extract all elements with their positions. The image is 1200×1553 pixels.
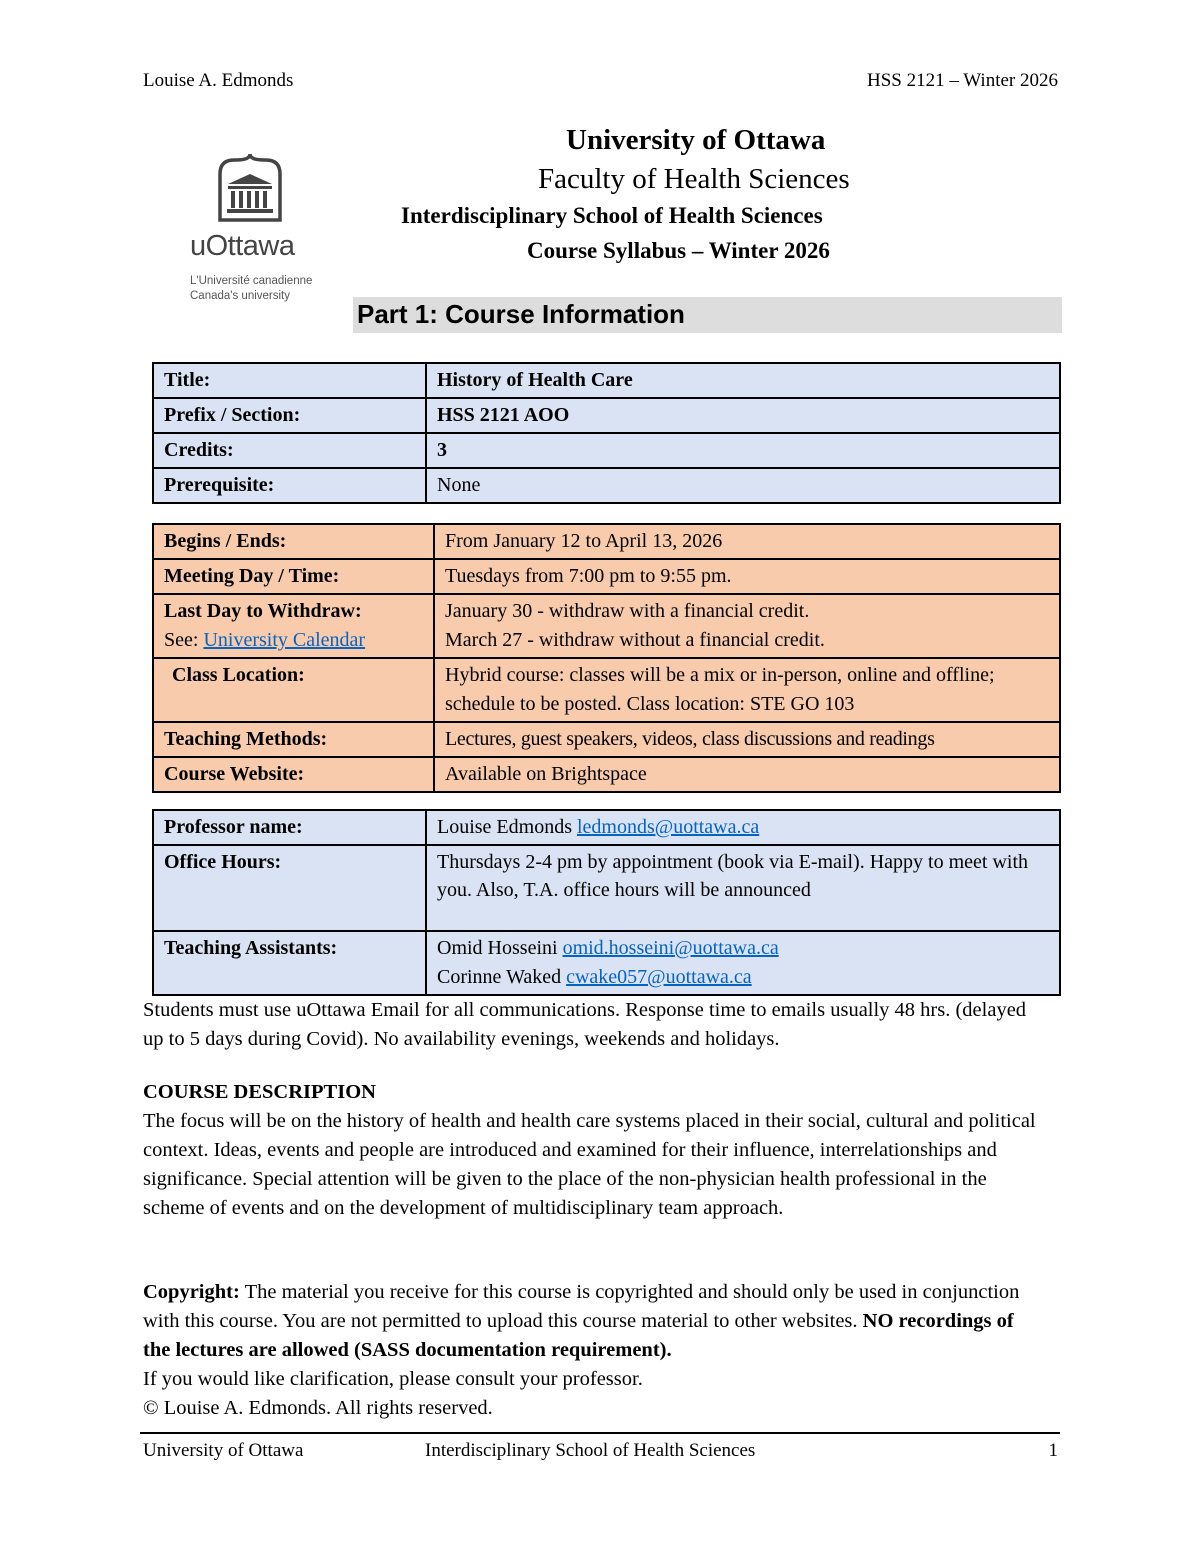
withdraw-date-2: March 27 - withdraw without a financial credit. <box>445 629 825 651</box>
withdraw-see-text: See: <box>164 629 204 651</box>
table-row <box>153 722 1060 757</box>
university-title: University of Ottawa <box>566 124 826 156</box>
ta-2 <box>437 963 1050 992</box>
table-row <box>153 363 1060 398</box>
part-heading <box>353 297 1062 333</box>
ta-1 <box>437 934 1050 963</box>
withdraw-label: Last Day to Withdraw: <box>164 600 362 622</box>
description-heading: COURSE DESCRIPTION <box>143 1081 376 1103</box>
logo-tagline <box>190 274 312 304</box>
prerequisite-value: None <box>426 468 1060 503</box>
withdraw-value <box>434 594 1060 658</box>
schedule-table <box>152 523 1061 793</box>
withdraw-see <box>164 626 424 655</box>
email-note: Students must use uOttawa Email for all communications. Response time to emails usually 48 hrs. (delayed up to 5 days during Covid). No availability evenings, weekends and holidays. <box>143 999 1027 1050</box>
copyright-text: The material you receive for this course is copyrighted and should only be used in conjunction with this course. You are not permitted to upload this course material to other websites. <box>143 1281 1020 1332</box>
contact-table <box>152 809 1061 996</box>
table-row <box>153 524 1060 559</box>
header-course: HSS 2121 – Winter 2026 <box>866 70 1058 91</box>
meeting-label: Meeting Day / Time: <box>153 559 434 594</box>
table-row <box>153 433 1060 468</box>
withdraw-date-1: January 30 - withdraw with a financial credit. <box>445 600 810 622</box>
description-text: The focus will be on the history of health and health care systems placed in their social, cultural and political context. Ideas, events and people are introduced and examined for their influence, interrelationships and significance. Special attention will be given to the place of the non-physician health professional in the scheme of events and on the development of multidisciplinary team approach. <box>143 1110 1036 1219</box>
title-label: Title: <box>153 363 426 398</box>
table-row <box>153 398 1060 433</box>
professor-email-link[interactable]: ledmonds@uottawa.ca <box>577 816 760 838</box>
faculty-title: Faculty of Health Sciences <box>538 163 850 195</box>
credits-label: Credits: <box>153 433 426 468</box>
table-row <box>153 810 1060 845</box>
copyright-notice: © Louise A. Edmonds. All rights reserved. <box>143 1397 493 1419</box>
ta-label: Teaching Assistants: <box>153 931 426 995</box>
header-author: Louise A. Edmonds <box>143 70 294 91</box>
ta-2-name: Corinne Waked <box>437 966 567 988</box>
footer-university: University of Ottawa <box>143 1440 304 1461</box>
location-value: Hybrid course: classes will be a mix or in-person, online and offline; schedule to be posted. Class location: STE GO 103 <box>434 658 1060 722</box>
ta-1-email-link[interactable]: omid.hosseini@uottawa.ca <box>562 937 779 959</box>
ta-value <box>426 931 1060 995</box>
begins-value: From January 12 to April 13, 2026 <box>434 524 1060 559</box>
begins-label: Begins / Ends: <box>153 524 434 559</box>
table-row <box>153 468 1060 503</box>
methods-label: Teaching Methods: <box>153 722 434 757</box>
prerequisite-label: Prerequisite: <box>153 468 426 503</box>
school-title: Interdisciplinary School of Health Sciences <box>401 203 823 228</box>
credits-value: 3 <box>426 433 1060 468</box>
table-row <box>153 559 1060 594</box>
part-heading-text: Part 1: Course Information <box>357 299 685 329</box>
footer-page-number: 1 <box>1048 1440 1058 1461</box>
copyright-paragraph <box>143 1278 1043 1423</box>
logo-wordmark: uOttawa <box>190 230 295 262</box>
course-info-table <box>152 362 1061 504</box>
table-row <box>153 845 1060 931</box>
university-calendar-link[interactable]: University Calendar <box>203 629 366 651</box>
university-building-icon <box>190 152 350 224</box>
ta-2-email-link[interactable]: cwake057@uottawa.ca <box>566 966 752 988</box>
copyright-bold-text: NO recordings of the lectures are allowed (SASS documentation requirement). <box>143 1310 1014 1361</box>
meeting-value: Tuesdays from 7:00 pm to 9:55 pm. <box>434 559 1060 594</box>
table-row <box>153 931 1060 995</box>
table-row <box>153 594 1060 658</box>
website-value: Available on Brightspace <box>434 757 1060 792</box>
table-row <box>153 658 1060 722</box>
prefix-label: Prefix / Section: <box>153 398 426 433</box>
professor-value <box>426 810 1060 845</box>
footer-divider <box>140 1432 1060 1434</box>
location-label: Class Location: <box>153 658 434 722</box>
website-label: Course Website: <box>153 757 434 792</box>
logo-tagline-fr: L'Université canadienne <box>190 275 313 287</box>
copyright-label: Copyright: <box>143 1281 240 1303</box>
copyright-clarification: If you would like clarification, please consult your professor. <box>143 1368 643 1390</box>
methods-value: Lectures, guest speakers, videos, class discussions and readings <box>434 722 1060 757</box>
ta-1-name: Omid Hosseini <box>437 937 563 959</box>
logo-tagline-en: Canada's university <box>190 290 290 302</box>
professor-name: Louise Edmonds <box>437 816 577 838</box>
professor-label: Professor name: <box>153 810 426 845</box>
table-row <box>153 757 1060 792</box>
syllabus-title: Course Syllabus – Winter 2026 <box>527 238 830 263</box>
footer-school: Interdisciplinary School of Health Sciences <box>425 1440 756 1461</box>
uottawa-logo <box>190 152 350 302</box>
office-hours-label: Office Hours: <box>153 845 426 931</box>
title-value: History of Health Care <box>426 363 1060 398</box>
office-hours-value: Thursdays 2-4 pm by appointment (book via E-mail). Happy to meet with you. Also, T.A. office hours will be announced <box>426 845 1060 931</box>
withdraw-cell <box>153 594 434 658</box>
prefix-value: HSS 2121 AOO <box>426 398 1060 433</box>
